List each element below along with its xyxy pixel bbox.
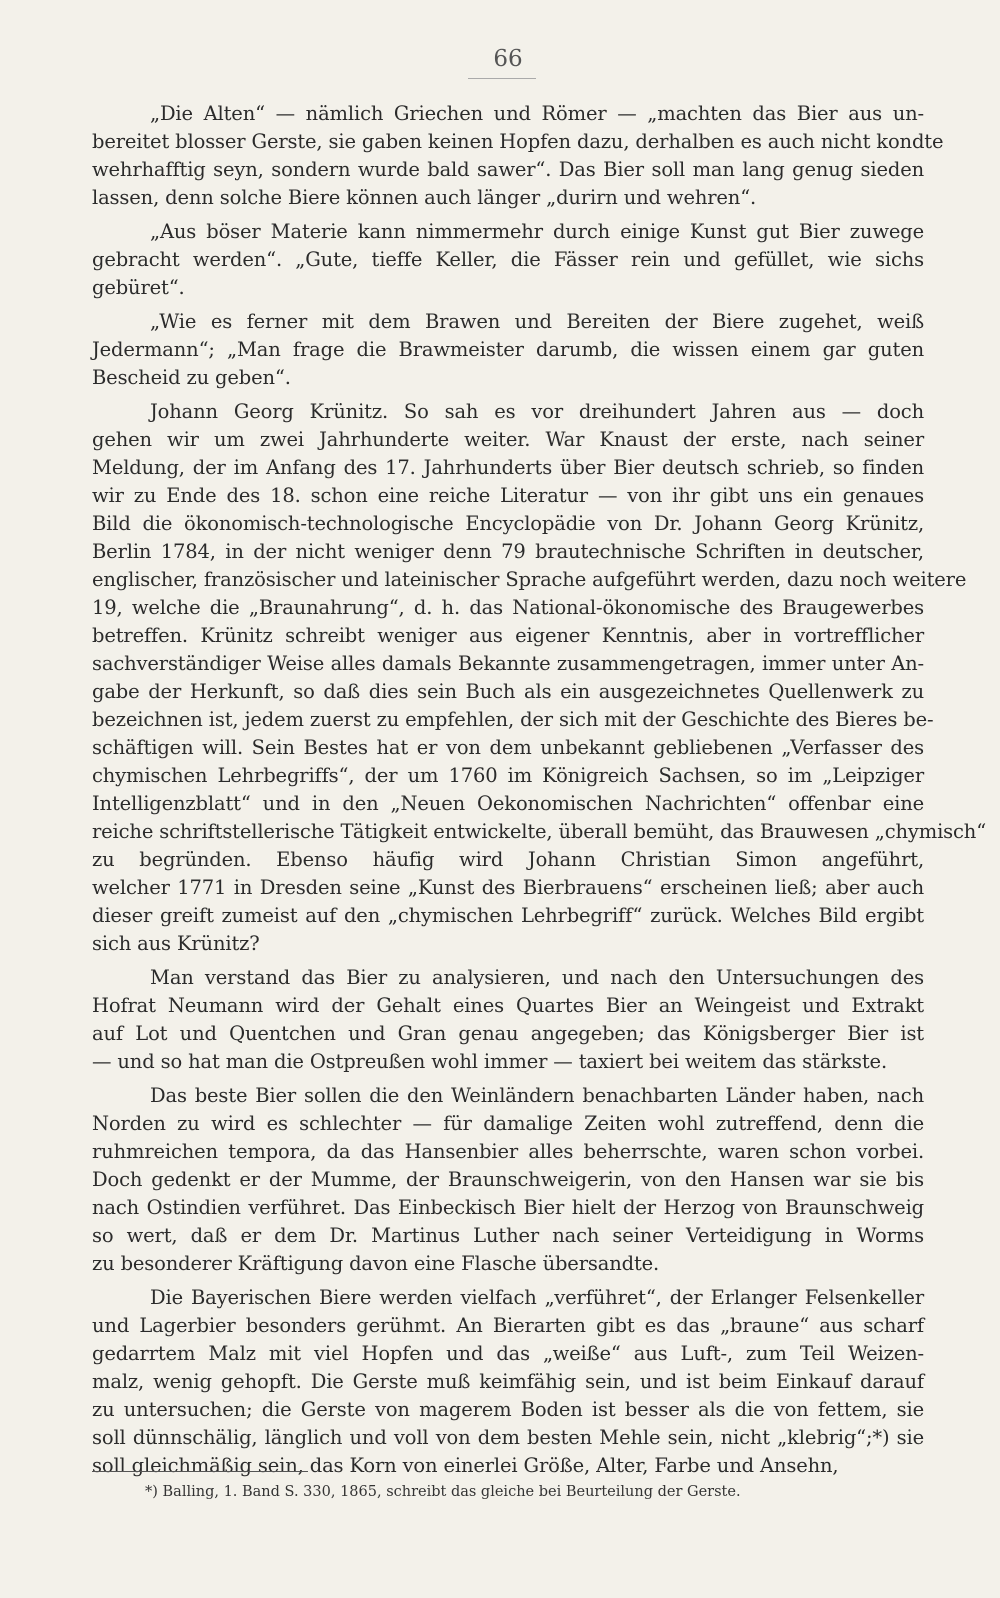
text-line: chymischen Lehrbegriffs“, der um 1760 im Königreich Sachsen, so im „Leipziger bbox=[92, 764, 924, 787]
text-line: Das beste Bier sollen die den Weinländern benachbarten Länder haben, nach bbox=[150, 1084, 924, 1107]
text-line: gedarrtem Malz mit viel Hopfen und das „weiße“ aus Luft-, zum Teil Weizen- bbox=[92, 1342, 924, 1365]
text-line: „Aus böser Materie kann nimmermehr durch einige Kunst gut Bier zuwege bbox=[150, 220, 924, 243]
text-line: nach Ostindien verführet. Das Einbeckisch Bier hielt der Herzog von Braunschweig bbox=[92, 1196, 924, 1219]
text-line: so wert, daß er dem Dr. Martinus Luther nach seiner Verteidigung in Worms bbox=[92, 1224, 924, 1247]
text-line: gebracht werden“. „Gute, tieffe Keller, die Fässer rein und gefüllet, wie sichs bbox=[92, 248, 924, 271]
footnote-rule bbox=[92, 1471, 308, 1472]
text-line: ruhmreichen tempora, da das Hansenbier alles beherrschte, waren schon vorbei. bbox=[92, 1140, 924, 1163]
text-line: Man verstand das Bier zu analysieren, und nach den Untersuchungen des bbox=[150, 966, 924, 989]
text-line: — und so hat man die Ostpreußen wohl immer — taxiert bei weitem das stärkste. bbox=[92, 1050, 887, 1073]
text-line: lassen, denn solche Biere können auch länger „durirn und wehren“. bbox=[92, 186, 757, 209]
text-line: 19, welche die „Braunahrung“, d. h. das National-ökonomische des Braugewerbes bbox=[92, 596, 924, 619]
paragraph bbox=[92, 398, 987, 958]
text-line: Hofrat Neumann wird der Gehalt eines Quartes Bier an Weingeist und Extrakt bbox=[92, 994, 924, 1017]
text-line: dieser greift zumeist auf den „chymischen Lehrbegriff“ zurück. Welches Bild ergibt bbox=[92, 904, 924, 927]
text-line: soll gleichmäßig sein, das Korn von einerlei Größe, Alter, Farbe und Ansehn, bbox=[92, 1454, 839, 1477]
paragraph bbox=[92, 308, 924, 392]
text-line: sich aus Krünitz? bbox=[92, 932, 260, 955]
text-line: englischer, französischer und lateinischer Sprache aufgeführt werden, dazu noch weitere bbox=[92, 568, 967, 591]
text-line: sachverständiger Weise alles damals Bekannte zusammengetragen, immer unter An- bbox=[92, 652, 924, 675]
text-line: Berlin 1784, in der nicht weniger denn 79 brautechnische Schriften in deutscher, bbox=[92, 540, 924, 563]
text-line: „Wie es ferner mit dem Brawen und Bereiten der Biere zugehet, weiß bbox=[150, 310, 924, 333]
text-line: wir zu Ende des 18. schon eine reiche Literatur — von ihr gibt uns ein genaues bbox=[92, 484, 924, 507]
text-line: zu besonderer Kräftigung davon eine Flasche übersandte. bbox=[92, 1252, 660, 1275]
text-line: auf Lot und Quentchen und Gran genau angegeben; das Königsberger Bier ist bbox=[92, 1022, 924, 1045]
text-line: „Die Alten“ — nämlich Griechen und Römer — „machten das Bier aus un- bbox=[150, 102, 924, 125]
text-line: soll dünnschälig, länglich und voll von dem besten Mehle sein, nicht „klebrig“;*) sie bbox=[92, 1426, 924, 1449]
text-line: Bild die ökonomisch-technologische Encyclopädie von Dr. Johann Georg Krünitz, bbox=[92, 512, 924, 535]
paragraph bbox=[92, 964, 924, 1076]
text-line: gebüret“. bbox=[92, 276, 185, 299]
text-line: wehrhafftig seyn, sondern wurde bald sawer“. Das Bier soll man lang genug sieden bbox=[92, 158, 924, 181]
paragraph bbox=[92, 100, 944, 212]
text-line: schäftigen will. Sein Bestes hat er von dem unbekannt gebliebenen „Verfasser des bbox=[92, 736, 924, 759]
paragraph bbox=[92, 1284, 924, 1480]
text-line: Bescheid zu geben“. bbox=[92, 366, 291, 389]
paragraph bbox=[92, 1082, 924, 1278]
page-number-rule bbox=[468, 78, 536, 79]
text-line: Intelligenzblatt“ und in den „Neuen Oekonomischen Nachrichten“ offenbar eine bbox=[92, 792, 924, 815]
text-line: gabe der Herkunft, so daß dies sein Buch als ein ausgezeichnetes Quellenwerk zu bbox=[92, 680, 924, 703]
body-text bbox=[92, 100, 987, 1480]
text-line: zu begründen. Ebenso häufig wird Johann Christian Simon angeführt, bbox=[92, 848, 924, 871]
text-line: malz, wenig gehopft. Die Gerste muß keimfähig sein, und ist beim Einkauf darauf bbox=[92, 1370, 924, 1393]
text-line: Meldung, der im Anfang des 17. Jahrhunderts über Bier deutsch schrieb, so finden bbox=[92, 456, 924, 479]
text-line: bezeichnen ist, jedem zuerst zu empfehlen, der sich mit der Geschichte des Bieres be- bbox=[92, 708, 934, 731]
text-line: Doch gedenkt er der Mumme, der Braunschweigerin, von den Hansen war sie bis bbox=[92, 1168, 924, 1191]
footnote: *) Balling, 1. Band S. 330, 1865, schreibt das gleiche bei Beurteilung der Gerste. bbox=[145, 1484, 741, 1500]
paragraph bbox=[92, 218, 924, 302]
text-line: Norden zu wird es schlechter — für damalige Zeiten wohl zutreffend, denn die bbox=[92, 1112, 924, 1135]
text-line: Die Bayerischen Biere werden vielfach „verführet“, der Erlanger Felsenkeller bbox=[150, 1286, 924, 1309]
page-number: 66 bbox=[493, 46, 523, 72]
text-line: Jedermann“; „Man frage die Brawmeister darumb, die wissen einem gar guten bbox=[92, 338, 924, 361]
text-line: betreffen. Krünitz schreibt weniger aus eigener Kenntnis, aber in vortrefflicher bbox=[92, 624, 924, 647]
text-line: Johann Georg Krünitz. So sah es vor dreihundert Jahren aus — doch bbox=[150, 400, 924, 423]
text-line: und Lagerbier besonders gerühmt. An Bierarten gibt es das „braune“ aus scharf bbox=[92, 1314, 924, 1337]
text-line: reiche schriftstellerische Tätigkeit entwickelte, überall bemüht, das Brauwesen „chymisch“ bbox=[92, 820, 987, 843]
text-line: gehen wir um zwei Jahrhunderte weiter. War Knaust der erste, nach seiner bbox=[92, 428, 924, 451]
text-line: welcher 1771 in Dresden seine „Kunst des Bierbrauens“ erscheinen ließ; aber auch bbox=[92, 876, 924, 899]
text-line: zu untersuchen; die Gerste von magerem Boden ist besser als die von fettem, sie bbox=[92, 1398, 924, 1421]
text-line: bereitet blosser Gerste, sie gaben keinen Hopfen dazu, derhalben es auch nicht kondte bbox=[92, 130, 944, 153]
